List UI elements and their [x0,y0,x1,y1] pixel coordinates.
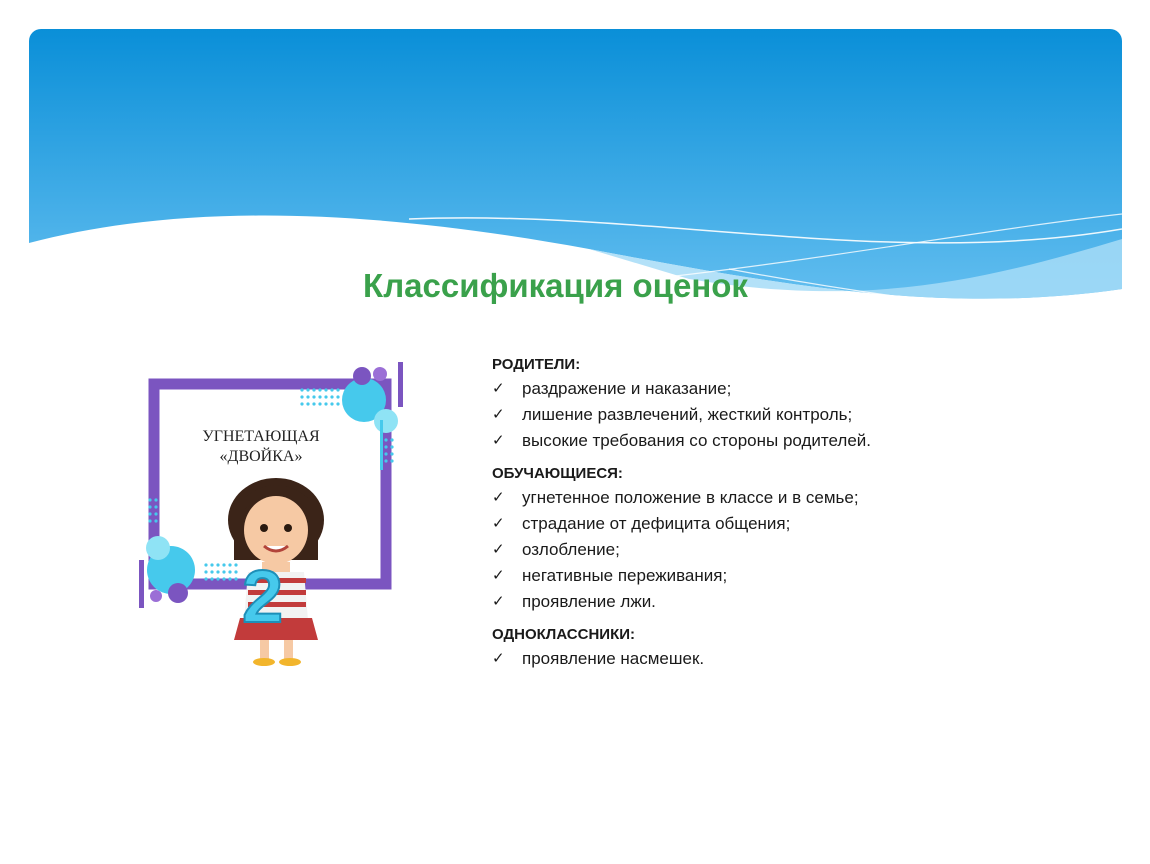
check-icon: ✓ [492,567,505,584]
girl-figure [228,478,324,666]
list-item: ✓ проявление насмешек. [492,646,1112,672]
slide-title: Классификация оценок [363,267,748,304]
check-icon: ✓ [492,432,505,449]
picture-caption: УГНЕТАЮЩАЯ «ДВОЙКА» [202,428,320,465]
group-classmates [492,624,1112,672]
check-icon: ✓ [492,593,505,610]
digit-two: 2 [242,555,284,638]
check-icon: ✓ [492,380,505,397]
check-icon: ✓ [492,489,505,506]
item-list [492,646,1112,672]
group-heading: РОДИТЕЛИ: [492,356,581,373]
list-item: ✓ угнетенное положение в классе и в семье; [492,485,1112,511]
frame-graphic [136,360,406,670]
list-item: ✓ проявление лжи. [492,589,1112,615]
group-heading: ОДНОКЛАССНИКИ: [492,626,636,643]
list-item: ✓ высокие требования со стороны родителей. [492,428,1112,454]
grade-two-illustration [136,360,406,670]
group-students [492,463,1112,615]
check-icon: ✓ [492,406,505,423]
item-list [492,376,1112,454]
group-heading: ОБУЧАЮЩИЕСЯ: [492,465,623,482]
list-item: ✓ негативные переживания; [492,563,1112,589]
list-item: ✓ лишение развлечений, жесткий контроль; [492,402,1112,428]
classification-content [492,354,1112,681]
check-icon: ✓ [492,650,505,667]
group-parents [492,354,1112,454]
item-list [492,485,1112,615]
check-icon: ✓ [492,541,505,558]
list-item: ✓ озлобление; [492,537,1112,563]
check-icon: ✓ [492,515,505,532]
list-item: ✓ раздражение и наказание; [492,376,1112,402]
list-item: ✓ страдание от дефицита общения; [492,511,1112,537]
